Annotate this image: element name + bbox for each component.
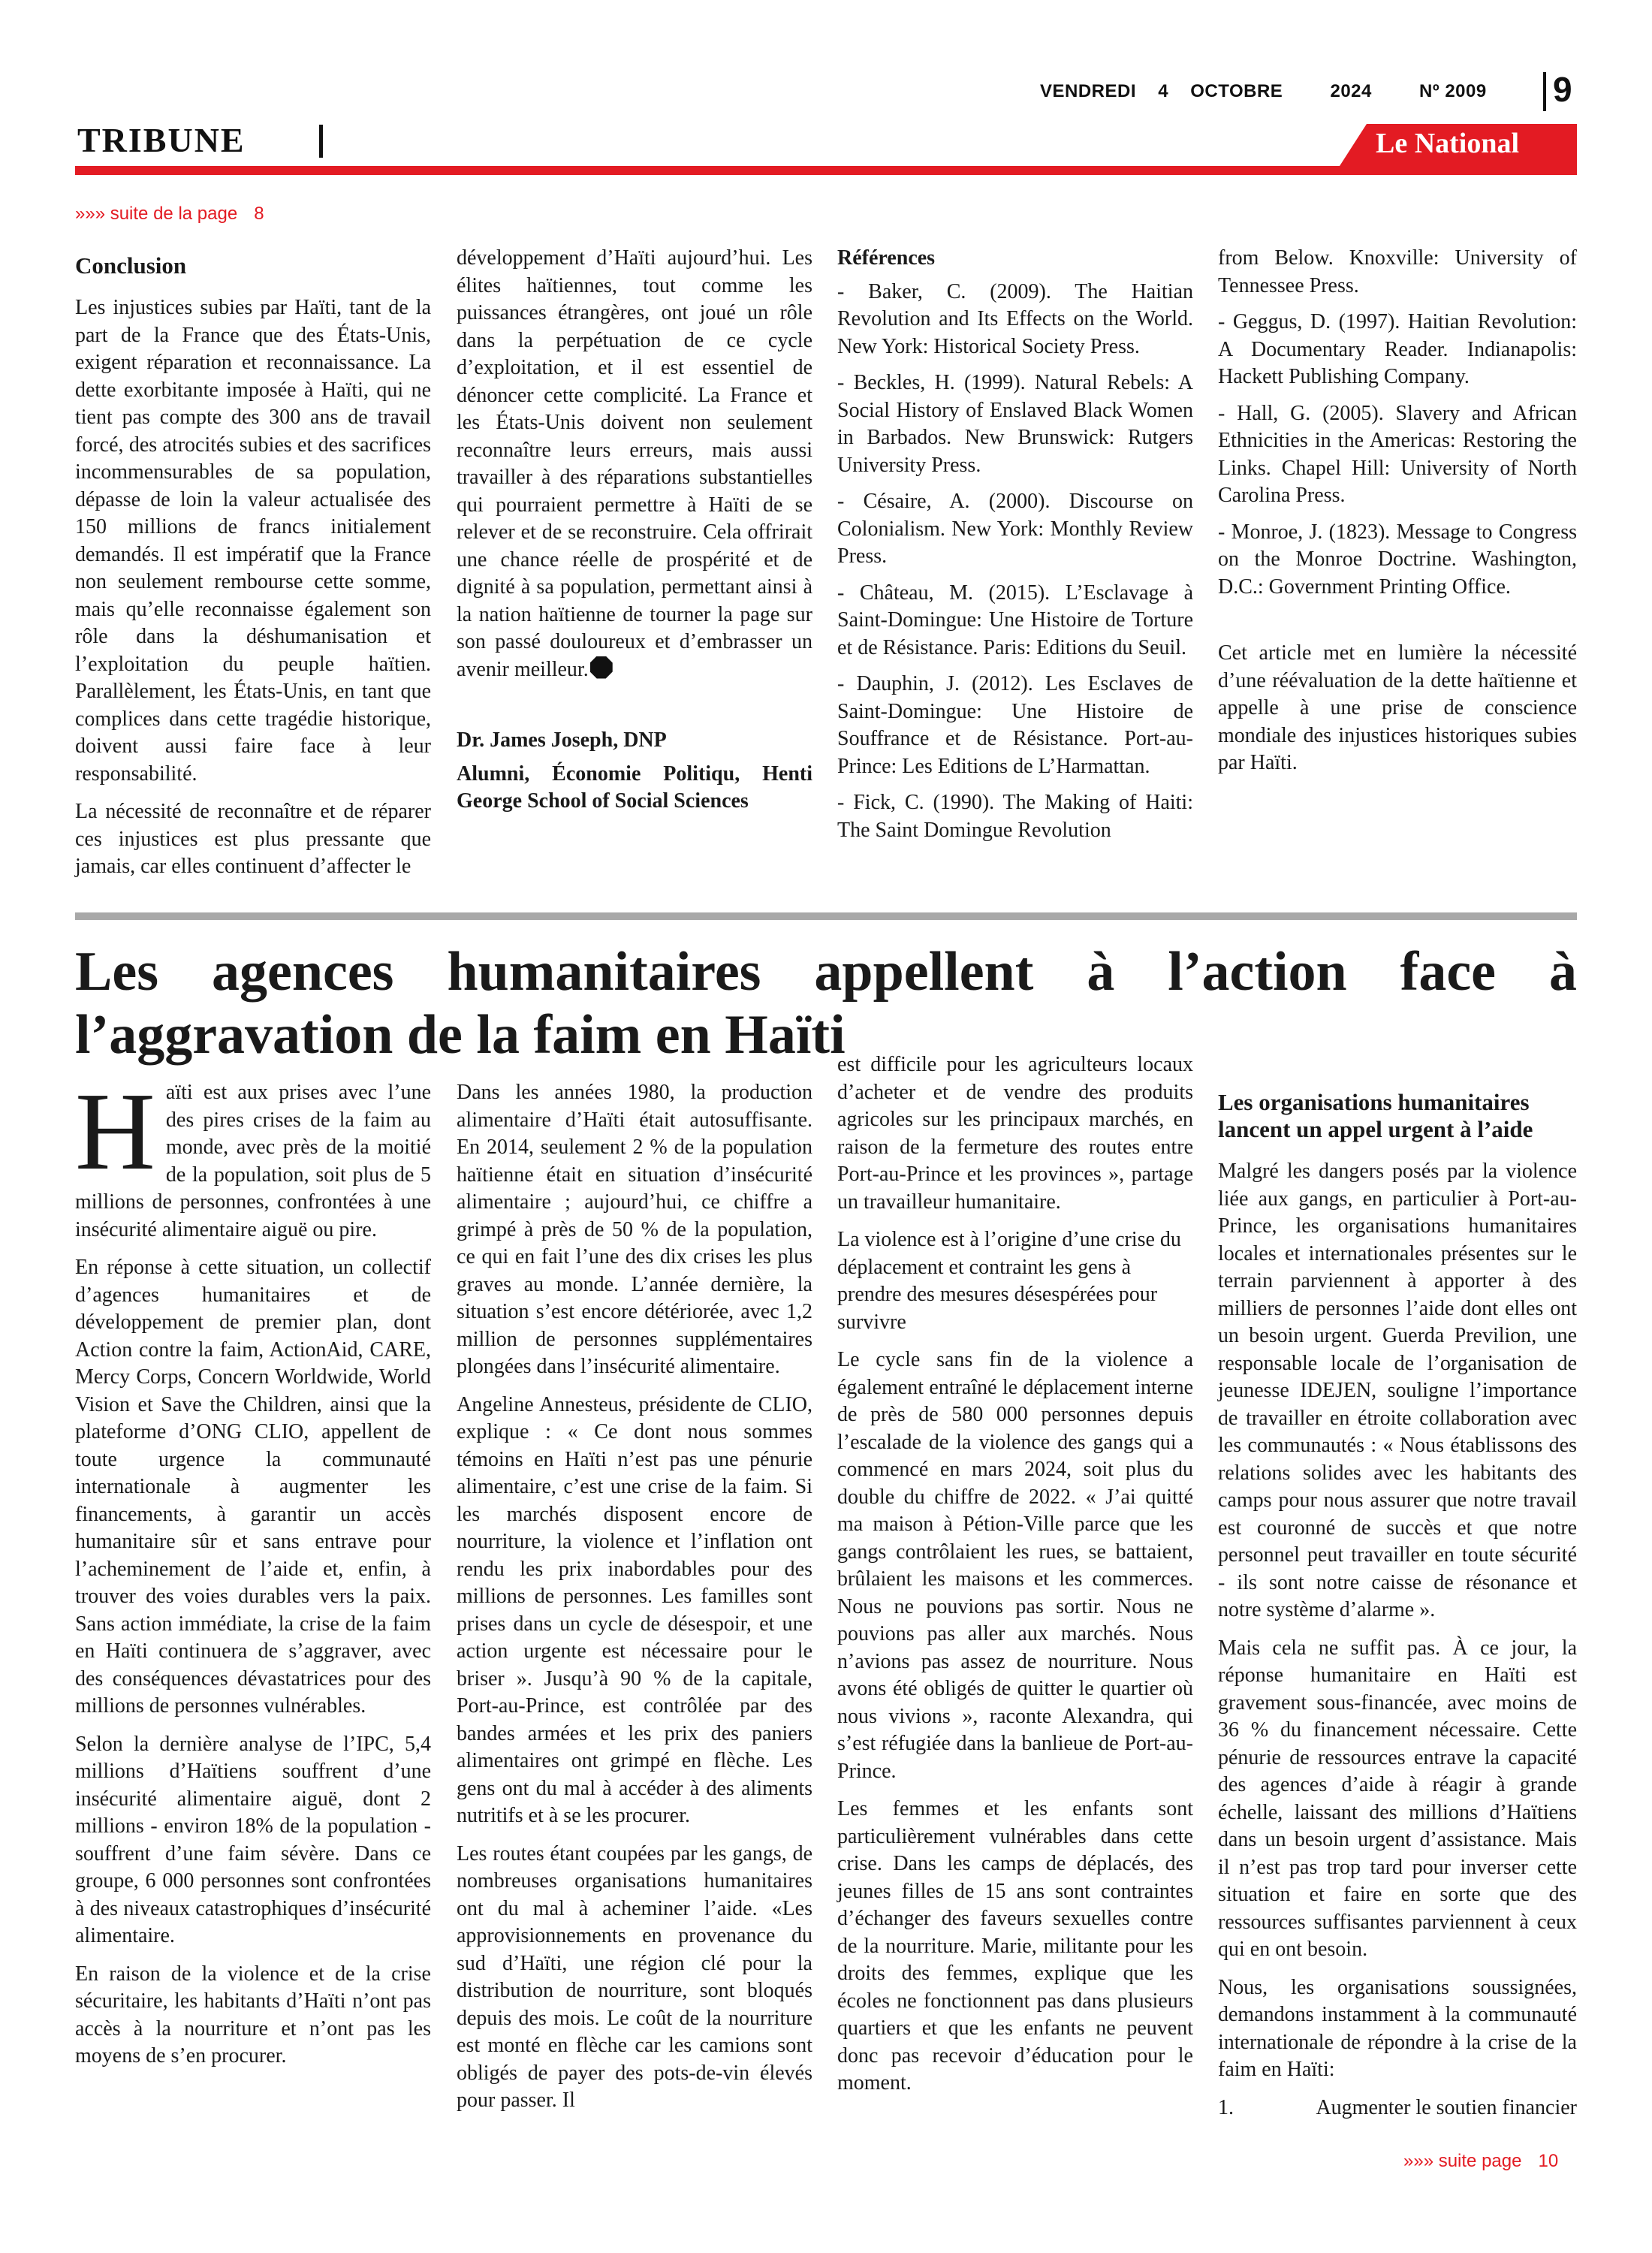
paragraph: Selon la dernière analyse de l’IPC, 5,4 millions d’Haïtiens souffrent d’une insécurité alimentaire aiguë, dont 2 millions - environ 18% de la population - souffrent d’une faim sévère. Dans ce groupe, 6 000 personnes sont confrontées à des niveaux catastrophiques d’insécurité alimentaire. [75,1732,431,1947]
section-title: TRIBUNE [77,121,246,159]
issue-day: VENDREDI [1040,81,1137,101]
reference-item: from Below. Knoxville: University of Tennessee Press. [1218,246,1577,297]
paragraph: Le cycle sans fin de la violence a également entraîné le déplacement interne de près de 580 000 personnes depuis l’escalade de la violence des gangs qui a commencé en mars 2024, soit plus du double du chiffre de 2022. « J’ai quitté ma maison à Pétion-Ville parce que les gangs contrôlaient les rues, se battaient, brûlaient les maisons et les commerces. Nous ne pouvions pas sortir. Nous ne pouvions pas aller aux marchés. Nous n’avions pas assez de nourriture. Nous avons été obligés de quitter le quartier où nous vivions », raconte Alexandra, qui s’est réfugiée dans la banlieue de Port-au-Prince. [837,1348,1193,1783]
list-item-number: 1. [1218,2095,1234,2119]
reference-item: - Fick, C. (1990). The Making of Haiti: The Saint Domingue Revolution [837,791,1193,842]
paragraph [457,245,812,683]
issue-number: Nº 2009 [1419,81,1487,101]
references-heading: Références [837,246,936,270]
drop-cap: H [75,1070,155,1193]
issue-month: OCTOBRE [1190,81,1283,101]
lead-paragraph [75,1070,431,1244]
continued-to-page: 10 [1538,2151,1559,2171]
references-column-1 [837,245,1193,853]
paragraph: En raison de la violence et de la crise sécuritaire, les habitants d’Haïti n’ont pas accès à la nourriture et n’ont pas les moyens de s’en procurer. [75,1962,431,2068]
reference-item: - Beckles, H. (1999). Natural Rebels: A Social History of Enslaved Black Women in Barbados. New Brunswick: Rutgers University Press. [837,371,1193,477]
brand-logo: Le National [1376,128,1520,159]
article-column-3 [837,1051,1193,2108]
issue-date: 4 [1158,81,1169,101]
reference-item: - Dauphin, J. (2012). Les Esclaves de Saint-Domingue: Une Histoire de Souffrance et de Résistance. Port-au-Prince: Les Editions de L’Harmattan. [837,672,1193,778]
page-number: 9 [1553,70,1572,109]
conclusion-column-1 [75,252,431,891]
paragraph: Nous, les organisations soussignées, demandons instamment à la communauté internationale de répondre à la crise de la faim en Haïti: [1218,1975,1577,2081]
paragraph: Dans les années 1980, la production alimentaire d’Haïti était autosuffisante. En 2014, seulement 2 % de la population haïtienne était en situation d’insécurité alimentaire ; aujourd’hui, ce chiffre a grimpé à près de 50 % de la population, ce qui en fait l’une des dix crises les plus graves au monde. L’année dernière, la situation s’est encore détériorée, avec 1,2 million de personnes supplémentaires plongées dans l’insécurité alimentaire. [457,1081,812,1378]
closing-note: Cet article met en lumière la nécessité d’une réévaluation de la dette haïtienne et appelle à une prise de conscience mondiale des injustices historiques subies par Haïti. [1218,641,1577,774]
section-divider [319,125,323,158]
issue-year: 2024 [1330,81,1372,101]
header-rule [75,166,1577,175]
reference-item: - Baker, C. (2009). The Haitian Revolution and Its Effects on the World. New York: Historical Society Press. [837,279,1193,358]
references-column-2 [1218,245,1577,788]
page-number-divider [1543,72,1546,111]
paragraph: est difficile pour les agriculteurs locaux d’acheter et de vendre des produits agricoles sur les principaux marchés, en raison de la fermeture des routes entre Port-au-Prince et les provinces », partage un travailleur humanitaire. [837,1053,1193,1214]
continued-to [1403,2151,1558,2172]
paragraph: Angeline Annesteus, présidente de CLIO, explique : « Ce dont nous sommes témoins en Haïti n’est pas une pénurie alimentaire, c’est une crise de la faim. Si les marchés disposent encore de nourriture, la violence et l’inflation ont rendu les prix inabordables pour des millions de personnes. Les familles sont prises dans un cycle de désespoir, et une action urgente est nécessaire pour le briser ». Jusqu’à 90 % de la capitale, Port-au-Prince, est contrôlée par des bandes armées et les prix des paniers alimentaires ont grimpé en flèche. Les gens ont du mal à accéder à des aliments nutritifs et à se les procurer. [457,1392,812,1827]
paragraph: Les injustices subies par Haïti, tant de la part de la France que des États-Unis, exigent réparation et reconnaissance. La dette exorbitante imposée à Haïti, qui ne tient pas compte des 300 ans de travail forcé, des atrocités subies et des sacrifices incommensurables de sa population, dépasse de loin la valeur actualisée des 150 millions de francs initialement demandés. Il est impératif que la France non seulement rembourse cette somme, mais qu’elle reconnaisse également son rôle dans la déshumanisation et l’exploitation du peuple haïtien. Parallèlement, les États-Unis, en tant que complices dans cette tragédie historique, doivent aussi faire face à leur responsabilité. [75,296,431,786]
continued-from-label: »»» suite de la page [75,204,238,224]
end-mark-icon [590,656,613,679]
reference-item: - Château, M. (2015). L’Esclavage à Saint-Domingue: Une Histoire de Torture et de Résistance. Paris: Editions du Seuil. [837,581,1193,659]
section-heading: Les organisations humanitaires lancent un appel urgent à l’aide [1218,1089,1533,1142]
reference-item: - Hall, G. (2005). Slavery and African Ethnicities in the Americas: Restoring the Links. Chapel Hill: University of North Carolina Press. [1218,401,1577,507]
list-item-text: Augmenter le soutien financier [1316,2095,1577,2119]
article-column-2 [457,1079,812,2125]
reference-item: - Césaire, A. (2000). Discourse on Colonialism. New York: Monthly Review Press. [837,490,1193,568]
reference-item: - Monroe, J. (1823). Message to Congress on the Monroe Doctrine. Washington, D.C.: Government Printing Office. [1218,520,1577,599]
continued-from [75,204,264,225]
article-headline: Les agences humanitaires appellent à l’action face à l’aggravation de la faim en Haïti [75,941,1577,1066]
paragraph: En réponse à cette situation, un collectif d’agences humanitaires et de développement de premier plan, dont Action contre la faim, ActionAid, CARE, Mercy Corps, Concern Worldwide, World Vision et Save the Children, ainsi que la plateforme d’ONG CLIO, appellent de toute urgence la communauté internationale à augmenter les financements, à garantir un accès humanitaire sûr et sans entrave pour l’acheminement de l’aide et, enfin, à trouver des voies durables vers la paix. Sans action immédiate, la crise de la faim en Haïti continuera de s’aggraver, avec des conséquences dévastatrices pour des millions de personnes vulnérables. [75,1256,431,1718]
issue-dateline [1040,81,1487,102]
author-affiliation: Alumni, Économie Politiqu, Henti George School of Social Sciences [457,762,812,813]
paragraph: Mais cela ne suffit pas. À ce jour, la réponse humanitaire en Haïti est gravement sous-financée, avec moins de 36 % du financement nécessaire. Cette pénurie de ressources entrave la capacité des agences d’aide à réagir à grande échelle, laissant des millions d’Haïtiens dans un besoin urgent d’assistance. Mais il n’est pas trop tard pour inverser cette situation et faire en sorte que des ressources suffisantes parviennent à ceux qui en ont besoin. [1218,1636,1577,1961]
paragraph: Malgré les dangers posés par la violence liée aux gangs, en particulier à Port-au-Prince, les organisations humanitaires locales et internationales présentes sur le terrain parviennent à apporter à des milliers de personnes l’aide dont elles ont un besoin urgent. Guerda Previlion, une responsable locale de l’organisation de jeunesse IDEJEN, souligne l’importance de travailler en étroite collaboration avec les communautés : « Nous établissons des relations solides avec les habitants des camps pour nous assurer que notre travail est couronné de succès et que notre personnel peut travailler en toute sécurité - ils sont notre caisse de résonance et notre système d’alarme ». [1218,1160,1577,1621]
author-name: Dr. James Joseph, DNP [457,728,667,752]
reference-item: - Geggus, D. (1997). Haitian Revolution: A Documentary Reader. Indianapolis: Hackett Publishing Company. [1218,310,1577,388]
lead-text: aïti est aux prises avec l’une des pires crises de la faim au monde, avec près de la moitié de la population, soit plus de 5 millions de personnes, confrontées à une insécurité alimentaire aiguë ou pire. [75,1081,431,1241]
paragraph: La nécessité de reconnaître et de réparer ces injustices est plus pressante que jamais, car elles continuent d’affecter le [75,800,431,878]
list-item [1218,2095,1577,2122]
conclusion-column-2 [457,245,812,822]
paragraph: Les routes étant coupées par les gangs, de nombreuses organisations humanitaires ont du mal à acheminer l’aide. «Les approvisionnements en provenance du sud d’Haïti, une région clé pour la distribution de nourriture, sont bloqués depuis des mois. Le coût de la nourriture est monté en flèche car les camions sont obligés de payer des pots-de-vin élevés pour passer. Il [457,1841,812,2112]
subheading-paragraph: La violence est à l’origine d’une crise du déplacement et contraint les gens à prendre des mesures désespérées pour survivre [837,1228,1181,1334]
article-divider [75,912,1577,920]
article-column-1 [75,1070,431,2081]
continued-from-page: 8 [254,204,264,224]
continued-to-label: »»» suite page [1403,2151,1522,2171]
conclusion-heading: Conclusion [75,252,187,279]
article-column-4 [1218,1089,1577,2122]
paragraph: Les femmes et les enfants sont particulièrement vulnérables dans cette crise. Dans les camps de déplacés, des jeunes filles de 15 ans sont contraintes d’échanger des faveurs sexuelles contre de la nourriture. Marie, militante pour les droits des femmes, explique que les écoles ne fonctionnent pas dans plusieurs quartiers et que les enfants ne peuvent donc pas recevoir d’éducation pour le moment. [837,1797,1193,2095]
paragraph-text: développement d’Haïti aujourd’hui. Les élites haïtiennes, tout comme les puissances étrangères, ont joué un rôle dans la perpétuation de ce cycle d’exploitation, et il est essentiel de dénoncer cette complicité. La France et les États-Unis doivent non seulement reconnaître leurs erreurs, mais aussi travailler à des réparations substantielles qui pourraient permettre à Haïti de se relever et de se reconstruire. Cela offrirait une chance réelle de prospérité et de dignité à sa population, permettant ainsi à la nation haïtienne de tourner la page sur son passé douloureux et d’embrasser un avenir meilleur. [457,246,812,681]
